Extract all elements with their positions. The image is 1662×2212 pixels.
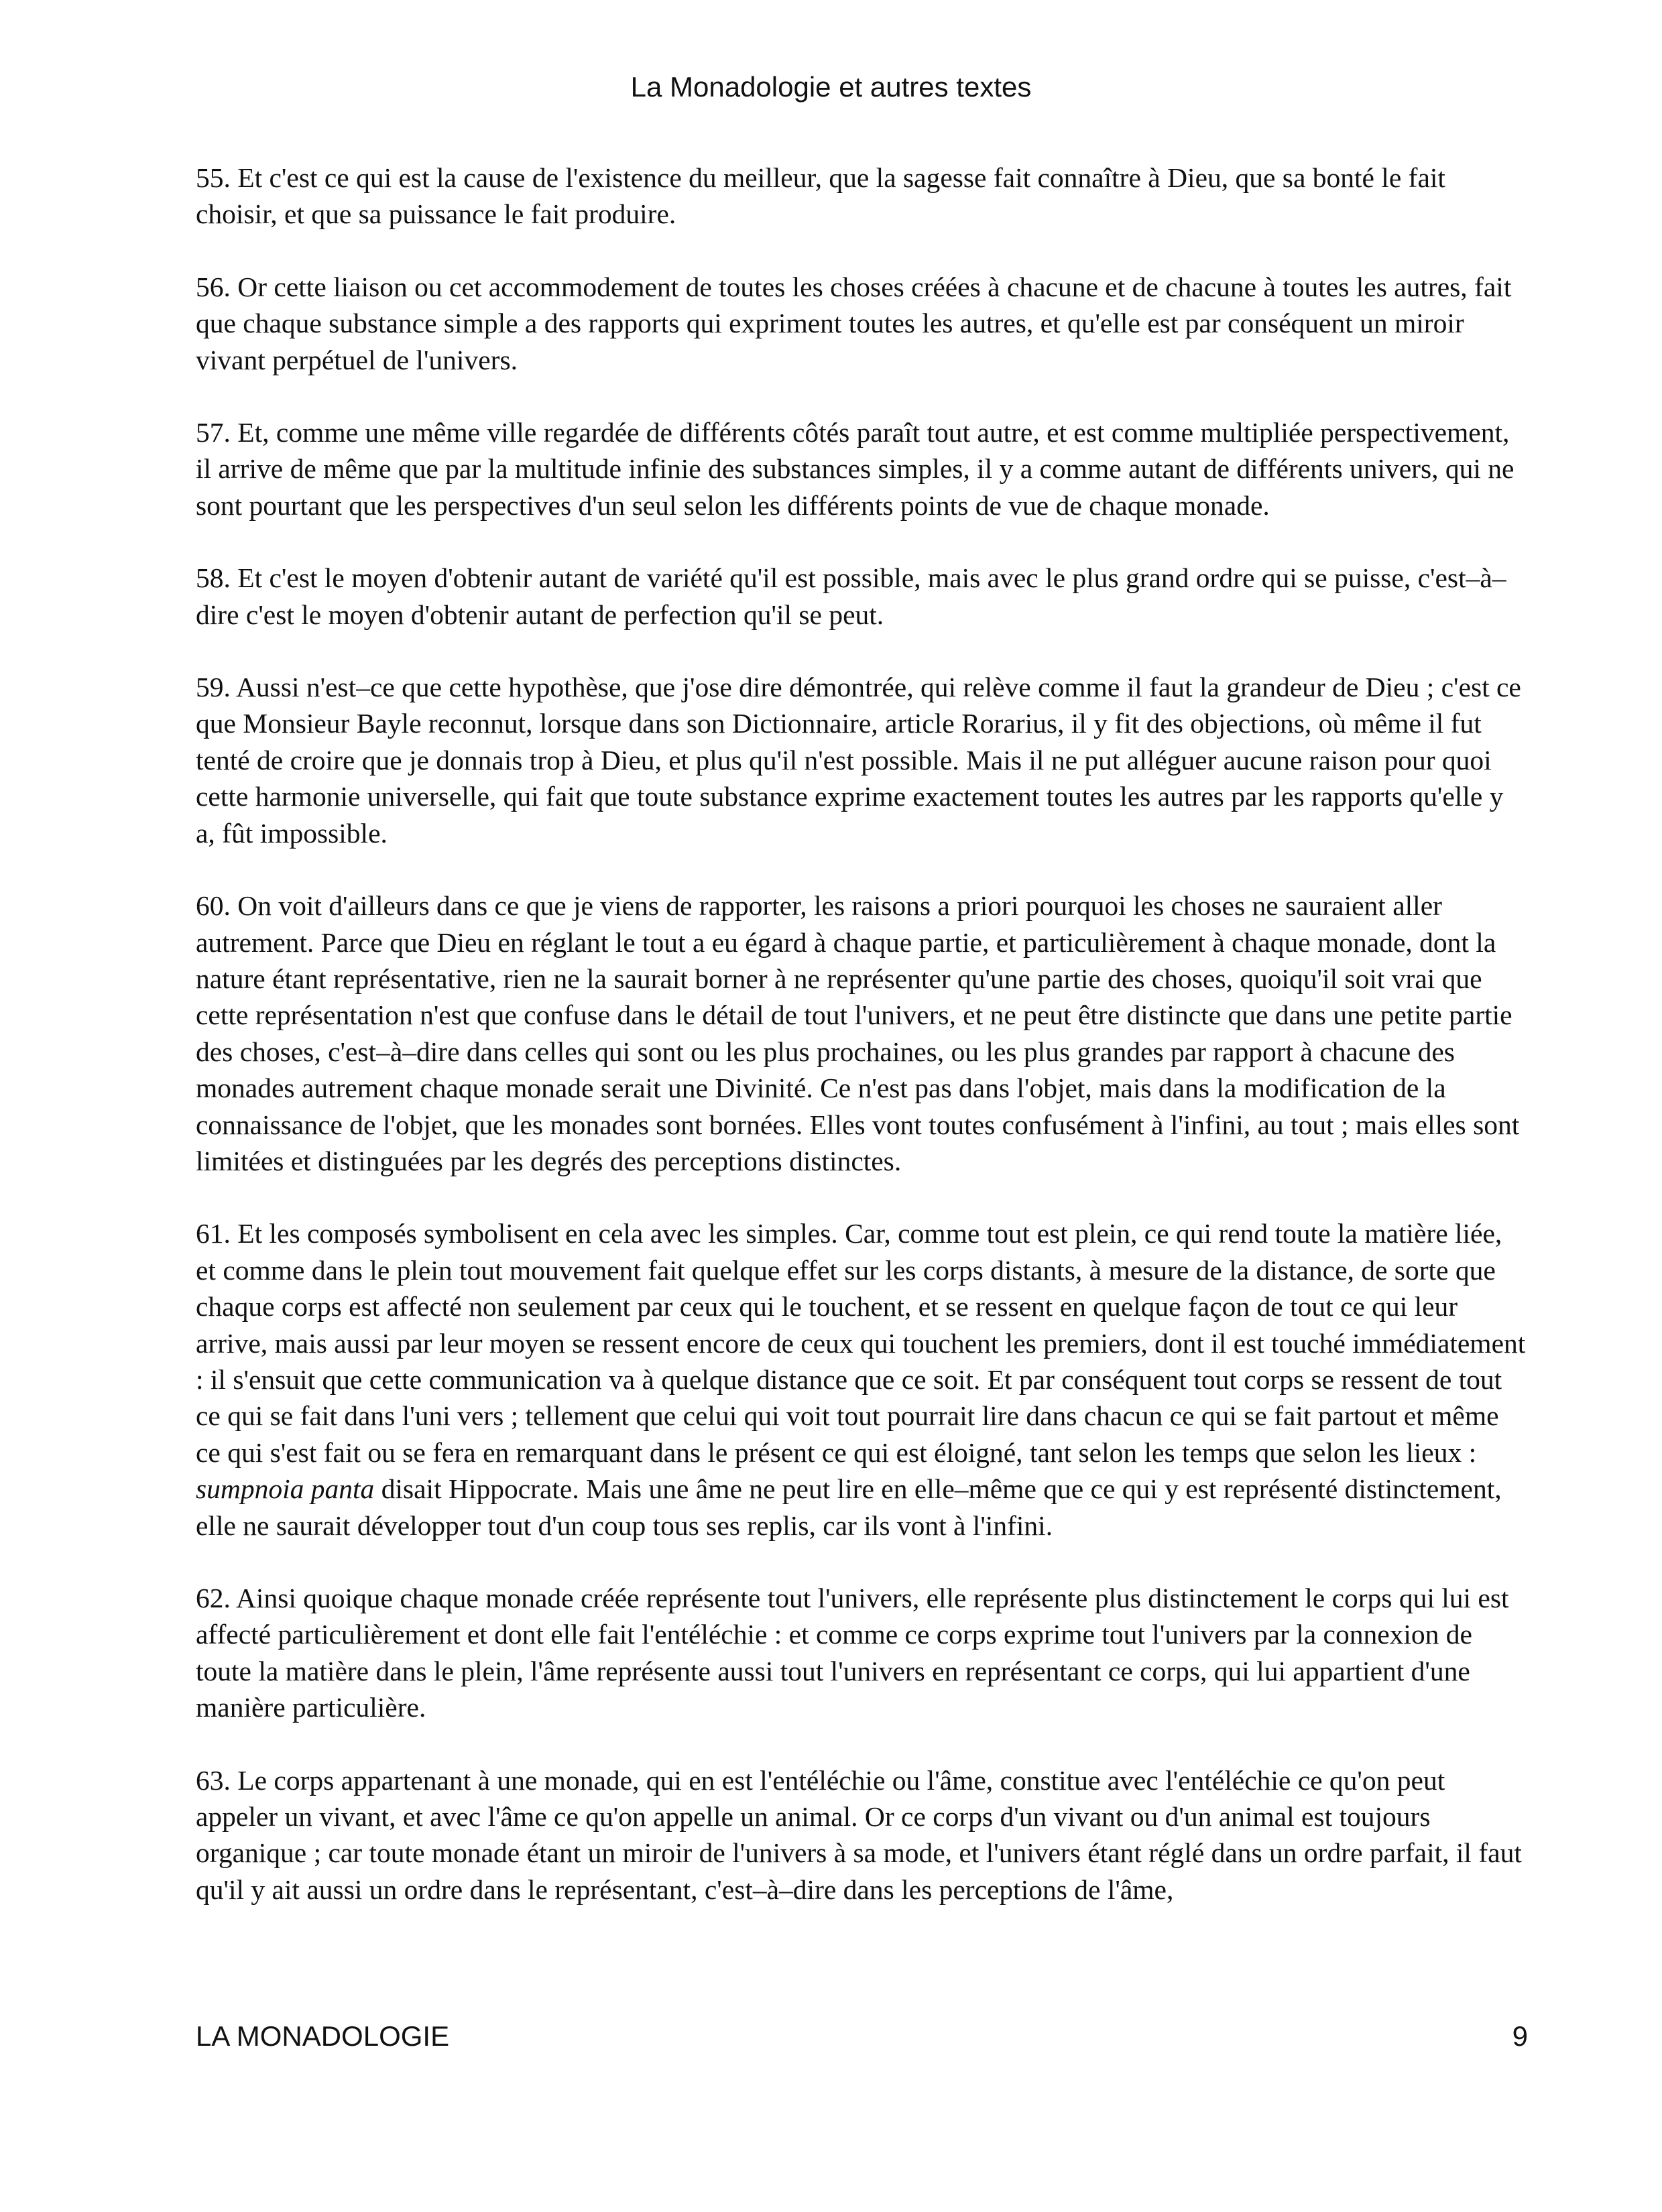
paragraph-58: 58. Et c'est le moyen d'obtenir autant de variété qu'il est possible, mais avec le plus grand ordre qui se puisse, c'est–à–dire c'est le moyen d'obtenir autant de perfection qu'il se peut.: [196, 562, 1506, 630]
paragraph-61-text-before: 61. Et les composés symbolisent en cela avec les simples. Car, comme tout est plein, ce qui rend toute la matière liée, et comme dans le plein tout mouvement fait quelque effet sur les corps distants, à mesure de la distance, de sorte que chaque corps est affecté non seulement par ceux qui le touchent, et se ressent en quelque façon de tout ce qui leur arrive, mais aussi par leur moyen se ressent encore de ceux qui touchent les premiers, dont il est touché immédiatement : il s'ensuit que cette communication va à quelque distance que ce soit. Et par conséquent tout corps se ressent de tout ce qui se fait dans l'uni vers ; tellement que celui qui voit tout pourrait lire dans chacun ce qui se fait partout et même ce qui s'est fait ou se fera en remarquant dans le présent ce qui est éloigné, tant selon les temps que selon les lieux :: [196, 1218, 1526, 1468]
footer-section-title: LA MONADOLOGIE: [196, 2020, 450, 2052]
paragraph-61-text-after: disait Hippocrate. Mais une âme ne peut lire en elle–même que ce qui y est représenté distinctement, elle ne saurait développer tout d'un coup tous ses replis, car ils vont à l'infini.: [196, 1473, 1502, 1541]
paragraph-63: 63. Le corps appartenant à une monade, qui en est l'entéléchie ou l'âme, constitue avec l'entéléchie ce qu'on peut appeler un vivant, et avec l'âme ce qu'on appelle un animal. Or ce corps d'un vivant ou d'un animal est toujours organique ; car toute monade étant un miroir de l'univers à sa mode, et l'univers étant réglé dans un ordre parfait, il faut qu'il y ait aussi un ordre dans le représentant, c'est–à–dire dans les perceptions de l'âme,: [196, 1764, 1522, 1905]
paragraph-61: [196, 1215, 1526, 1544]
running-header: La Monadologie et autres textes: [630, 71, 1032, 103]
paragraph-56: 56. Or cette liaison ou cet accommodement de toutes les choses créées à chacune et de chacune à toutes les autres, fait que chaque substance simple a des rapports qui expriment toutes les autres, et qu'elle est par conséquent un miroir vivant perpétuel de l'univers.: [196, 271, 1512, 375]
paragraph-62: 62. Ainsi quoique chaque monade créée représente tout l'univers, elle représente plus distinctement le corps qui lui est affecté particulièrement et dont elle fait l'entéléchie : et comme ce corps exprime tout l'univers par la connexion de toute la matière dans le plein, l'âme représente aussi tout l'univers en représentant ce corps, qui lui appartient d'une manière particulière.: [196, 1583, 1509, 1723]
paragraph-55: 55. Et c'est ce qui est la cause de l'existence du meilleur, que la sagesse fait connaître à Dieu, que sa bonté le fait choisir, et que sa puissance le fait produire.: [196, 162, 1445, 230]
paragraph-59: 59. Aussi n'est–ce que cette hypothèse, que j'ose dire démontrée, qui relève comme il faut la grandeur de Dieu ; c'est ce que Monsieur Bayle reconnut, lorsque dans son Dictionnaire, article Rorarius, il y fit des objections, où même il fut tenté de croire que je donnais trop à Dieu, et plus qu'il n'est possible. Mais il ne put alléguer aucune raison pour quoi cette harmonie universelle, qui fait que toute substance exprime exactement toutes les autres par les rapports qu'elle y a, fût impossible.: [196, 672, 1521, 849]
footer-page-number: 9: [1512, 2020, 1528, 2052]
paragraph-61-italic-phrase: sumpnoia panta: [196, 1473, 375, 1505]
paragraph-60: 60. On voit d'ailleurs dans ce que je viens de rapporter, les raisons a priori pourquoi les choses ne sauraient aller autrement. Parce que Dieu en réglant le tout a eu égard à chaque partie, et particulièrement à chaque monade, dont la nature étant représentative, rien ne la saurait borner à ne représenter qu'une partie des choses, quoiqu'il soit vrai que cette représentation n'est que confuse dans le détail de tout l'univers, et ne peut être distincte que dans une petite partie des choses, c'est–à–dire dans celles qui sont ou les plus prochaines, ou les plus grandes par rapport à chacune des monades autrement chaque monade serait une Divinité. Ce n'est pas dans l'objet, mais dans la modification de la connaissance de l'objet, que les monades sont bornées. Elles vont toutes confusément à l'infini, au tout ; mais elles sont limitées et distinguées par les degrés des perceptions distinctes.: [196, 890, 1520, 1176]
document-body: [196, 160, 1526, 1944]
paragraph-57: 57. Et, comme une même ville regardée de différents côtés paraît tout autre, et est comme multipliée perspectivement, il arrive de même que par la multitude infinie des substances simples, il y a comme autant de différents univers, qui ne sont pourtant que les perspectives d'un seul selon les différents points de vue de chaque monade.: [196, 417, 1515, 521]
